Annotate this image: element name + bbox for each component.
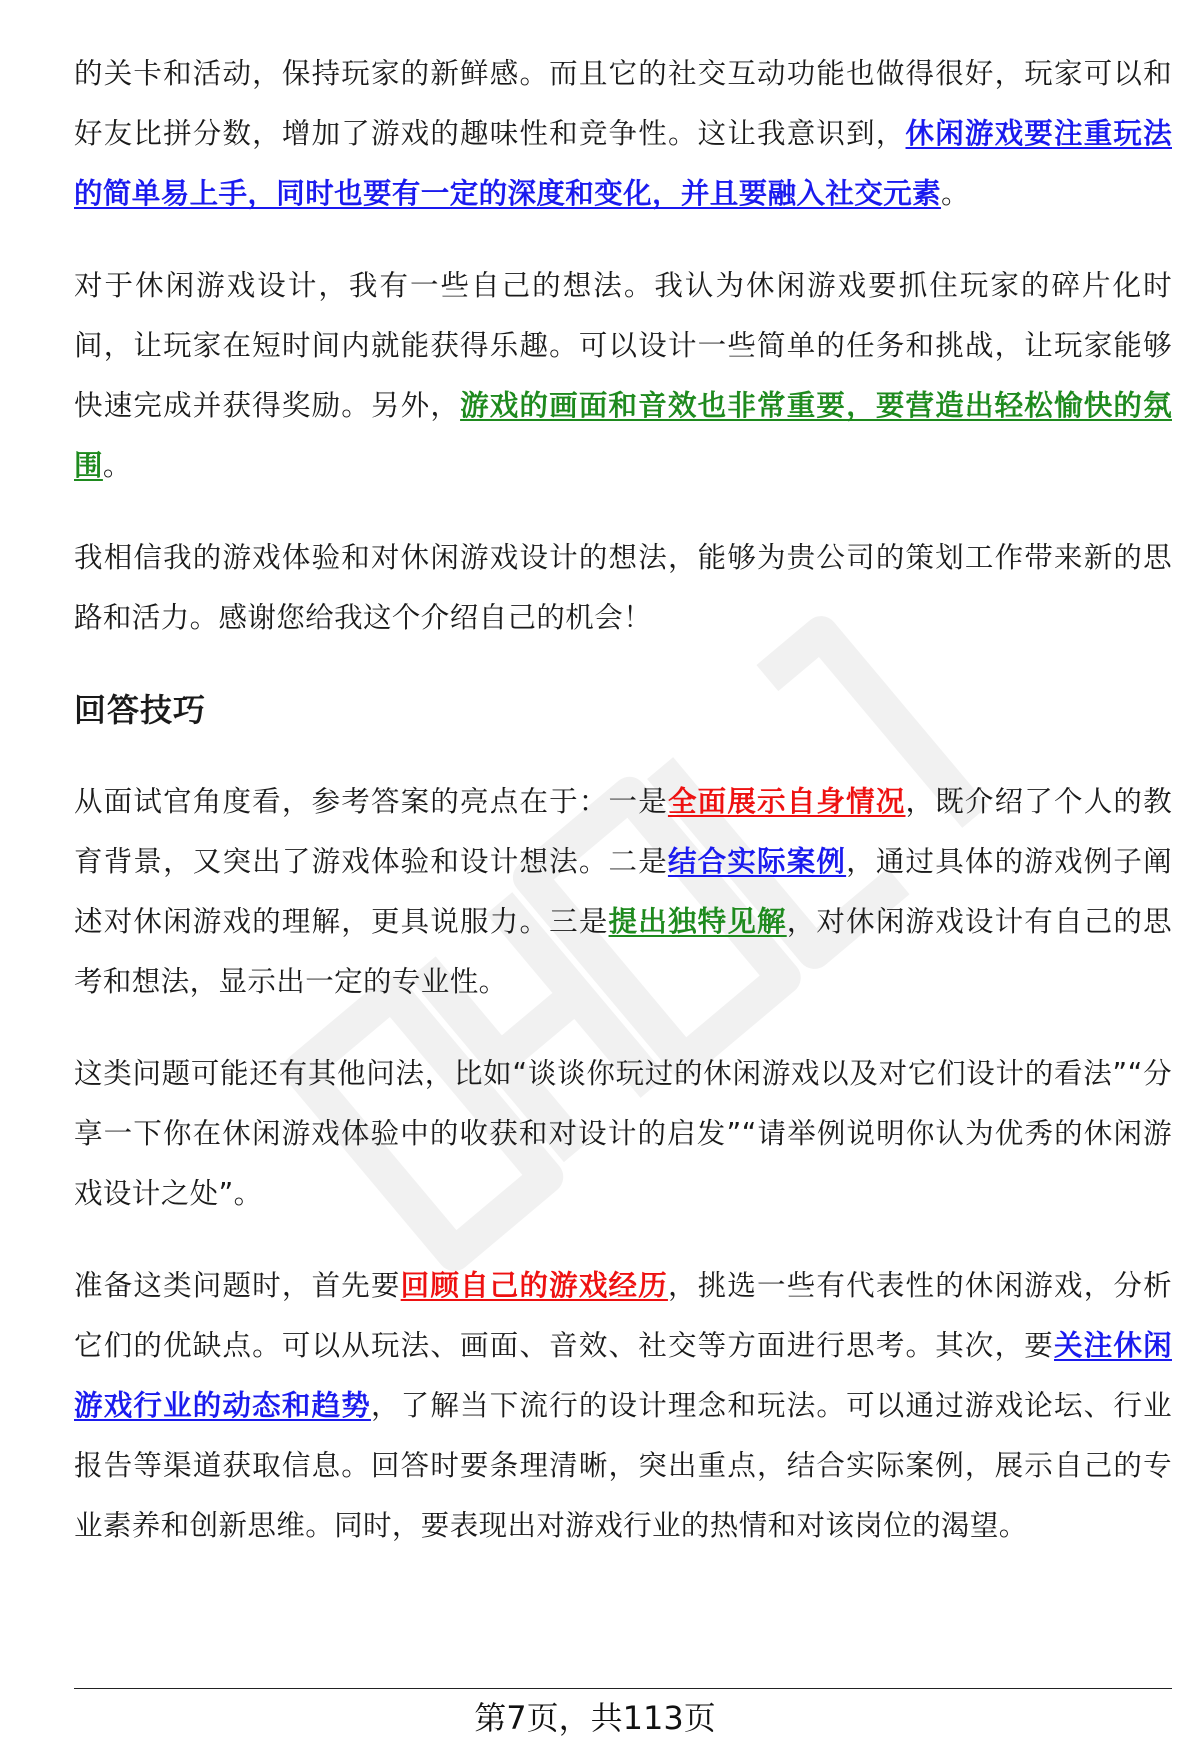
footer-divider bbox=[74, 1688, 1172, 1689]
paragraph bbox=[74, 256, 1172, 496]
paragraph-text: ，对休闲游戏设计有自己的思考和想法，显示出一定的专业性。 bbox=[74, 905, 1172, 998]
section-heading: 回答技巧 bbox=[74, 691, 207, 729]
paragraph-text: ，通过具体的游戏例子阐述对休闲游戏的理解，更具说服力。三是 bbox=[74, 845, 1172, 938]
paragraph bbox=[74, 1256, 1172, 1556]
paragraph-text: 。 bbox=[102, 449, 132, 482]
intro-paragraphs bbox=[74, 44, 1172, 648]
paragraph-text: 。 bbox=[941, 177, 970, 210]
highlighted-phrase: 全面展示自身情况 bbox=[667, 785, 906, 818]
paragraph-text: 我相信我的游戏体验和对休闲游戏设计的想法，能够为贵公司的策划工作带来新的思路和活力。感谢您给我这个介绍自己的机会！ bbox=[74, 541, 1172, 634]
highlighted-phrase: 休闲游戏要注重玩法的简单易上手，同时也要有一定的深度和变化，并且要融入社交元素 bbox=[74, 117, 1172, 210]
paragraph-text: 准备这类问题时，首先要 bbox=[74, 1269, 401, 1302]
paragraph-text: 对于休闲游戏设计，我有一些自己的想法。我认为休闲游戏要抓住玩家的碎片化时间，让玩家在短时间内就能获得乐趣。可以设计一些简单的任务和挑战，让玩家能够快速完成并获得奖励。另外， bbox=[74, 269, 1172, 422]
paragraph-text: 这类问题可能还有其他问法，比如“谈谈你玩过的休闲游戏以及对它们设计的看法”“分享一下你在休闲游戏体验中的收获和对设计的启发”“请举例说明你认为优秀的休闲游戏设计之处”。 bbox=[74, 1057, 1172, 1210]
paragraph-text: ，挑选一些有代表性的休闲游戏，分析它们的优缺点。可以从玩法、画面、音效、社交等方面进行思考。其次，要 bbox=[74, 1269, 1172, 1362]
tips-paragraphs bbox=[74, 772, 1172, 1556]
paragraph bbox=[74, 1044, 1172, 1224]
paragraph bbox=[74, 772, 1172, 1012]
highlighted-phrase: 结合实际案例 bbox=[667, 845, 847, 878]
paragraph-text: 的关卡和活动，保持玩家的新鲜感。而且它的社交互动功能也做得很好，玩家可以和好友比拼分数，增加了游戏的趣味性和竞争性。这让我意识到， bbox=[74, 57, 1172, 150]
highlighted-phrase: 提出独特见解 bbox=[608, 905, 787, 938]
highlighted-phrase: 游戏的画面和音效也非常重要，要营造出轻松愉快的氛围 bbox=[74, 389, 1172, 482]
paragraph-text: ，既介绍了个人的教育背景，又突出了游戏体验和设计想法。二是 bbox=[74, 785, 1172, 878]
paragraph-text: ，了解当下流行的设计理念和玩法。可以通过游戏论坛、行业报告等渠道获取信息。回答时要条理清晰，突出重点，结合实际案例，展示自己的专业素养和创新思维。同时，要表现出对游戏行业的热情和对该岗位的渴望。 bbox=[74, 1389, 1172, 1542]
paragraph bbox=[74, 44, 1172, 224]
paragraph-text: 从面试官角度看，参考答案的亮点在于：一是 bbox=[74, 785, 668, 818]
document-body bbox=[74, 44, 1172, 1588]
page-number: 第7页，共113页 bbox=[474, 1699, 716, 1737]
highlighted-phrase: 回顾自己的游戏经历 bbox=[400, 1269, 668, 1302]
highlighted-phrase: 关注休闲游戏行业的动态和趋势 bbox=[74, 1329, 1172, 1422]
paragraph bbox=[74, 528, 1172, 648]
